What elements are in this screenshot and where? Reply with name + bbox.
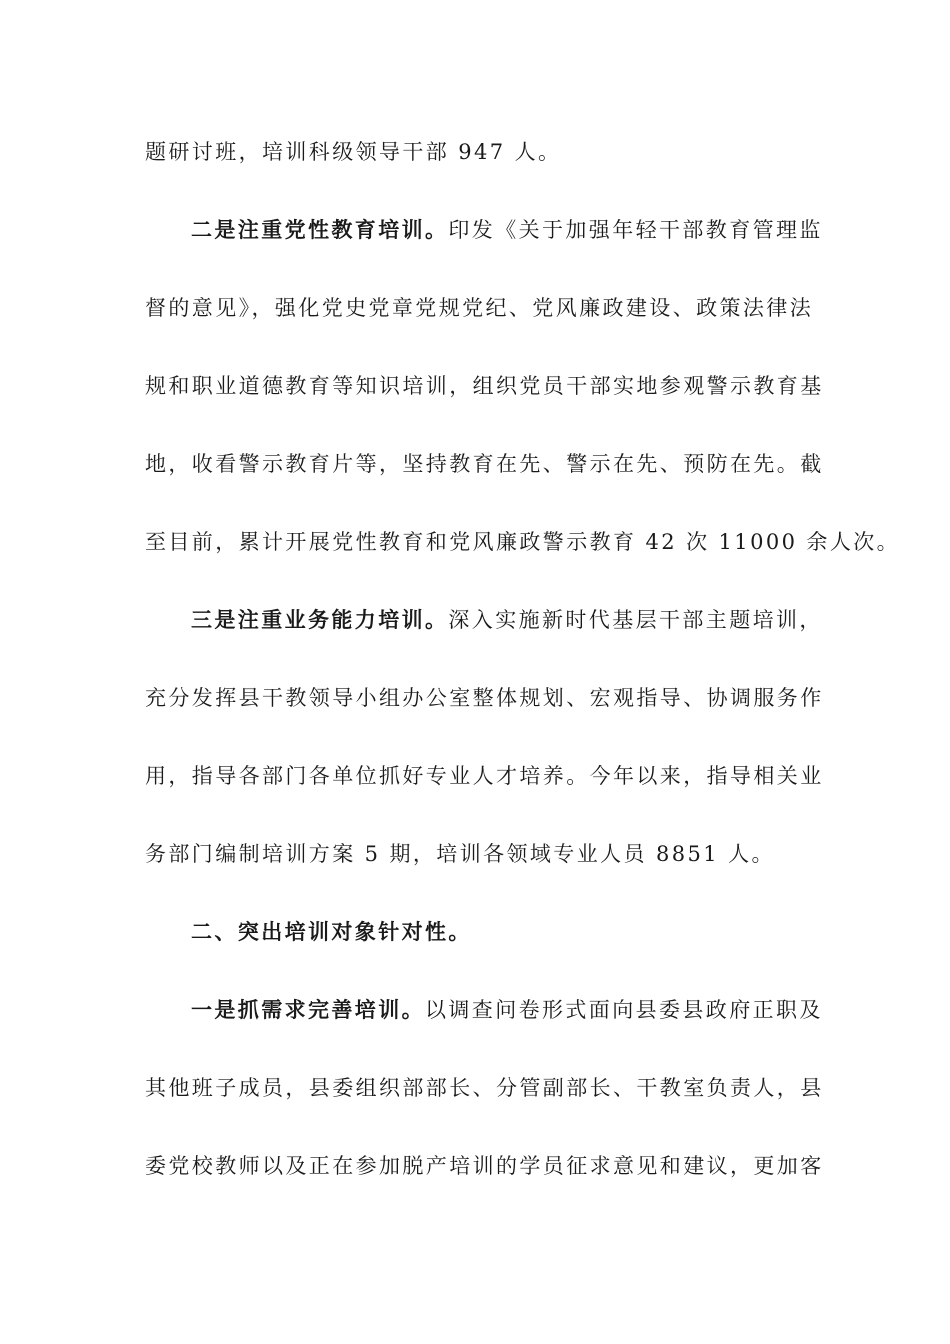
paragraph-line xyxy=(145,132,825,172)
section-heading xyxy=(145,912,825,952)
line-text: 充分发挥县干教领导小组办公室整体规划、宏观指导、协调服务作 xyxy=(145,686,824,710)
line-text: 以调查问卷形式面向县委县政府正职及 xyxy=(425,998,823,1022)
paragraph-lead: 三是注重业务能力培训。 xyxy=(191,607,449,632)
paragraph-line xyxy=(145,1068,825,1108)
paragraph-line xyxy=(145,444,825,484)
line-text: 印发《关于加强年轻干部教育管理监 xyxy=(448,218,823,242)
paragraph-line xyxy=(145,1146,825,1186)
paragraph-lead: 二是注重党性教育培训。 xyxy=(191,217,449,242)
line-text: 委党校教师以及正在参加脱产培训的学员征求意见和建议，更加客 xyxy=(145,1154,824,1178)
paragraph-line xyxy=(145,600,825,640)
line-text: 题研讨班，培训科级领导干部 947 人。 xyxy=(145,140,562,164)
paragraph-line xyxy=(145,756,825,796)
paragraph-lead: 一是抓需求完善培训。 xyxy=(191,997,425,1022)
paragraph-line xyxy=(145,288,825,328)
line-text: 至目前，累计开展党性教育和党风廉政警示教育 42 次 11000 余人次。 xyxy=(145,530,901,554)
line-text: 其他班子成员，县委组织部部长、分管副部长、干教室负责人，县 xyxy=(145,1076,824,1100)
paragraph-line xyxy=(145,210,825,250)
paragraph-line xyxy=(145,990,825,1030)
line-text: 督的意见》，强化党史党章党规党纪、党风廉政建设、政策法律法 xyxy=(145,296,814,320)
document-page xyxy=(145,132,901,1224)
line-text: 务部门编制培训方案 5 期，培训各领域专业人员 8851 人。 xyxy=(145,842,775,866)
line-text: 用，指导各部门各单位抓好专业人才培养。今年以来，指导相关业 xyxy=(145,764,824,788)
line-text: 地，收看警示教育片等，坚持教育在先、警示在先、预防在先。截 xyxy=(145,452,824,476)
paragraph-line xyxy=(145,522,901,562)
paragraph-line xyxy=(145,834,825,874)
paragraph-line xyxy=(145,366,825,406)
line-text: 规和职业道德教育等知识培训，组织党员干部实地参观警示教育基 xyxy=(145,374,824,398)
line-text: 深入实施新时代基层干部主题培训， xyxy=(448,608,823,632)
section-heading-text: 二、突出培训对象针对性。 xyxy=(191,919,472,944)
paragraph-line xyxy=(145,678,825,718)
